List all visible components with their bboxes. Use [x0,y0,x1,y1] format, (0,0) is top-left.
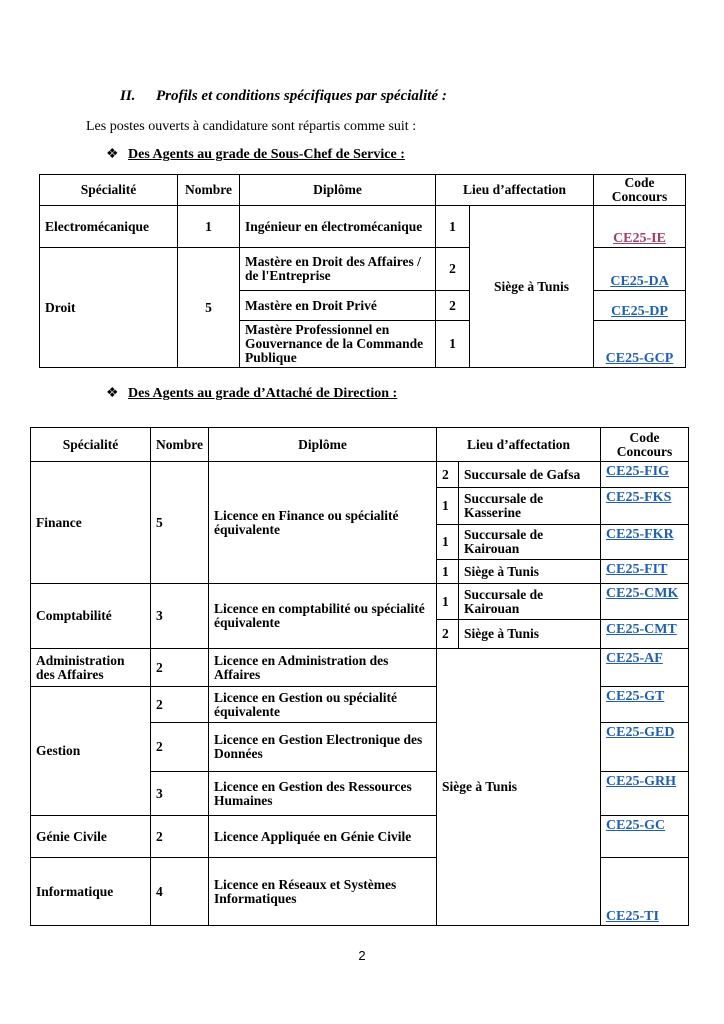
code-link[interactable]: CE25-AF [606,651,663,666]
cell-nombre: 1 [178,206,240,248]
cell-specialite: Electromécanique [40,206,178,248]
header-code: Code Concours [594,175,686,206]
code-link[interactable]: CE25-GCP [605,351,674,366]
code-link[interactable]: CE25-IE [613,231,666,246]
cell-nombre: 2 [151,723,209,772]
cell-specialite: Comptabilité [31,584,151,649]
header-lieu: Lieu d’affectation [436,175,594,206]
cell-count: 1 [436,206,470,248]
cell-lieu-commun: Siège à Tunis [437,649,601,926]
code-link[interactable]: CE25-GT [606,689,665,704]
cell-count: 2 [437,620,459,649]
table1-heading-text: Des Agents au grade de Sous-Chef de Service : [128,147,405,162]
table2-heading-text: Des Agents au grade d’Attaché de Direction : [128,386,398,401]
code-link[interactable]: CE25-TI [606,909,659,924]
cell-diplome: Licence en Finance ou spécialité équivalente [209,462,437,584]
cell-lieu: Siège à Tunis [459,560,601,584]
cell-diplome: Mastère en Droit Privé [240,291,436,321]
code-link[interactable]: CE25-CMK [606,586,679,601]
cell-count: 1 [437,584,459,620]
cell-nombre: 2 [151,687,209,723]
header-specialite: Spécialité [31,428,151,462]
cell-lieu: Succursale de Kasserine [459,488,601,525]
section-number: II. [120,88,136,104]
code-link[interactable]: CE25-FIG [606,464,670,479]
code-link[interactable]: CE25-GED [606,725,675,740]
header-diplome: Diplôme [240,175,436,206]
table-attache [30,427,689,926]
table2-heading [106,385,397,402]
cell-count: 1 [437,560,459,584]
table-sous-chef [39,174,686,368]
header-specialite: Spécialité [40,175,178,206]
code-link[interactable]: CE25-CMT [606,622,677,637]
cell-diplome: Mastère Professionnel en Gouvernance de la Commande Publique [240,321,436,368]
bullet-diamond-icon: ❖ [106,147,119,162]
section-title-text: Profils et conditions spécifiques par spécialité : [156,88,447,104]
cell-specialite: Gestion [31,687,151,816]
cell-nombre: 2 [151,816,209,858]
cell-diplome: Licence en Administration des Affaires [209,649,437,687]
cell-lieu: Succursale de Gafsa [459,462,601,488]
cell-count: 2 [436,248,470,291]
cell-specialite: Administration des Affaires [31,649,151,687]
code-link[interactable]: CE25-FKR [606,527,674,542]
section-title [120,88,447,105]
cell-lieu: Succursale de Kairouan [459,584,601,620]
cell-diplome: Licence en Gestion Electronique des Données [209,723,437,772]
page-number: 2 [358,948,366,963]
cell-nombre: 5 [178,248,240,368]
cell-nombre: 4 [151,858,209,926]
cell-diplome: Ingénieur en électromécanique [240,206,436,248]
cell-nombre: 3 [151,772,209,816]
cell-lieu: Succursale de Kairouan [459,525,601,560]
cell-specialite: Droit [40,248,178,368]
header-nombre: Nombre [151,428,209,462]
header-diplome: Diplôme [209,428,437,462]
cell-diplome: Licence en Gestion ou spécialité équivalente [209,687,437,723]
cell-count: 2 [436,291,470,321]
intro-text: Les postes ouverts à candidature sont répartis comme suit : [86,119,417,134]
table1-heading [106,146,405,163]
cell-diplome: Licence Appliquée en Génie Civile [209,816,437,858]
bullet-diamond-icon: ❖ [106,386,119,401]
cell-diplome: Mastère en Droit des Affaires / de l'Entreprise [240,248,436,291]
code-link[interactable]: CE25-GRH [606,774,677,789]
code-link[interactable]: CE25-FKS [606,490,672,505]
header-code: Code Concours [601,428,689,462]
code-link[interactable]: CE25-DA [610,274,669,289]
cell-count: 1 [436,321,470,368]
cell-lieu: Siège à Tunis [459,620,601,649]
header-lieu: Lieu d’affectation [437,428,601,462]
cell-diplome: Licence en comptabilité ou spécialité équivalente [209,584,437,649]
code-link[interactable]: CE25-FIT [606,562,668,577]
cell-specialite: Finance [31,462,151,584]
cell-lieu-commun: Siège à Tunis [470,206,594,368]
header-nombre: Nombre [178,175,240,206]
cell-count: 1 [437,525,459,560]
code-link[interactable]: CE25-GC [606,818,666,833]
cell-specialite: Génie Civile [31,816,151,858]
cell-count: 2 [437,462,459,488]
cell-specialite: Informatique [31,858,151,926]
cell-nombre: 3 [151,584,209,649]
cell-diplome: Licence en Réseaux et Systèmes Informatiques [209,858,437,926]
code-link[interactable]: CE25-DP [611,304,668,319]
cell-diplome: Licence en Gestion des Ressources Humaines [209,772,437,816]
cell-nombre: 5 [151,462,209,584]
cell-nombre: 2 [151,649,209,687]
cell-count: 1 [437,488,459,525]
